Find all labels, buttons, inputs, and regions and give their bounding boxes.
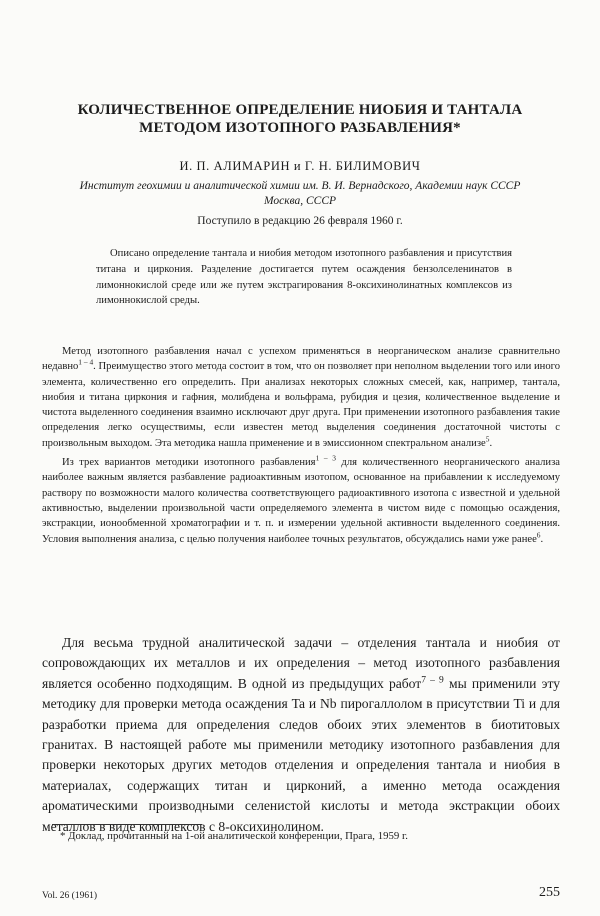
affiliation-line-2: Москва, СССР <box>263 195 337 207</box>
paragraph-2-end: . <box>540 533 544 545</box>
paragraph-3-text-a: Для весьма трудной аналитической задачи – отделения тантала и ниобия от сопровождающих их металлов и их определения – метод изотопного разбавления является особенно подходящим. В одной из предыдущих работ <box>42 635 560 691</box>
citation-7-9: 7 – 9 <box>421 675 444 686</box>
intro-section <box>42 344 560 547</box>
footnote-divider <box>52 824 202 825</box>
citation-1-4: 1 – 4 <box>78 357 94 367</box>
paragraph-3-text-b: мы применили эту методику для проверки метода осаждения Ta и Nb пирогаллолом в присутствии Ti и для разработки приема для определения следов обоих этих элементов в биотитовых гранитах. В настоящей работе мы применили методику изотопного разбавления для проверки некоторых других методов отделения и определения тантала и ниобия в материалах, содержащих титан и цирконий, а именно метода осаждения ароматическими производными селенистой кислоты и метода экстракции обоих металлов в виде комплексов с 8-оксихинолином. <box>42 675 561 834</box>
citation-1-3: 1 – 3 <box>315 453 336 463</box>
article-title <box>40 101 560 137</box>
authors: И. П. АЛИМАРИН и Г. Н. БИЛИМОВИЧ <box>179 159 421 173</box>
affiliation-line-1: Институт геохимии и аналитической химии им. В. И. Вернадского, Академии наук СССР <box>79 180 521 192</box>
abstract: Описано определение тантала и ниобия методом изотопного разбавления и присутствия титана и циркония. Разделение достигается путем осаждения бензолселенинатов в лимоннокислой среде или же путем экстрагирования 8-оксихинолинатных комплексов из лимоннокислой среды. <box>96 248 512 307</box>
paragraph-2-text-a: Из трех вариантов методики изотопного разбавления <box>62 457 316 469</box>
paragraph-3 <box>42 633 560 837</box>
title-line-1: КОЛИЧЕСТВЕННОЕ ОПРЕДЕЛЕНИЕ НИОБИЯ И ТАНТАЛА <box>77 102 523 118</box>
page-number: 255 <box>539 885 560 900</box>
citation-5: 5 <box>485 434 490 444</box>
citation-6: 6 <box>536 530 541 540</box>
paragraph-1-text-a: Метод изотопного разбавления начал с успехом применяться в неорганическом анализе сравнительно недавно <box>42 346 560 373</box>
received-date: Поступило в редакцию 26 февраля 1960 г. <box>197 215 403 227</box>
volume-label: Vol. 26 (1961) <box>42 891 97 901</box>
affiliation <box>40 179 560 209</box>
title-line-2: МЕТОДОМ ИЗОТОПНОГО РАЗБАВЛЕНИЯ* <box>139 120 461 136</box>
footnote: * Доклад, прочитанный на 1-ой аналитической конференции, Прага, 1959 г. <box>60 830 408 842</box>
paragraph-1-end: . <box>489 437 493 449</box>
paragraph-2-text-b: для количественного неорганического анализа наиболее важным является разбавление радиоактивным изотопом, основанное на прибавлении к исследуемому раствору по возможности малого количества соответствующего радиоактивного изотопа с известной и удельной активностью, выделении произвольной части определяемого элемента в чистом виде с помощью осаждения, экстракции, ионообменной хроматографии и т. п. и измерении удельной активности выделенного соединения. Условия выполнения анализа, с целью получения наиболее точных результатов, обсуждались нами уже ранее <box>42 457 560 545</box>
paragraph-1 <box>42 344 560 451</box>
paragraph-1-text-b: . Преимущество этого метода состоит в том, что он позволяет при неполном выделении того или иного элемента, количественно его определить. При анализах некоторых сложных смесей, как, например, тантала, ниобия и титана циркония и гафния, молибдена и вольфрама, рубидия и цезия, количественное выделение и чистота выделенного соединения взаимно исключают друг друга. При применении изотопного разбавления такие определения легко осуществимы, если известен метод выделения соединения достаточной чистоты с произвольным выходом. Эта методика нашла применение и в эмиссионном спектральном анализе <box>42 361 561 449</box>
paragraph-2 <box>42 455 560 547</box>
